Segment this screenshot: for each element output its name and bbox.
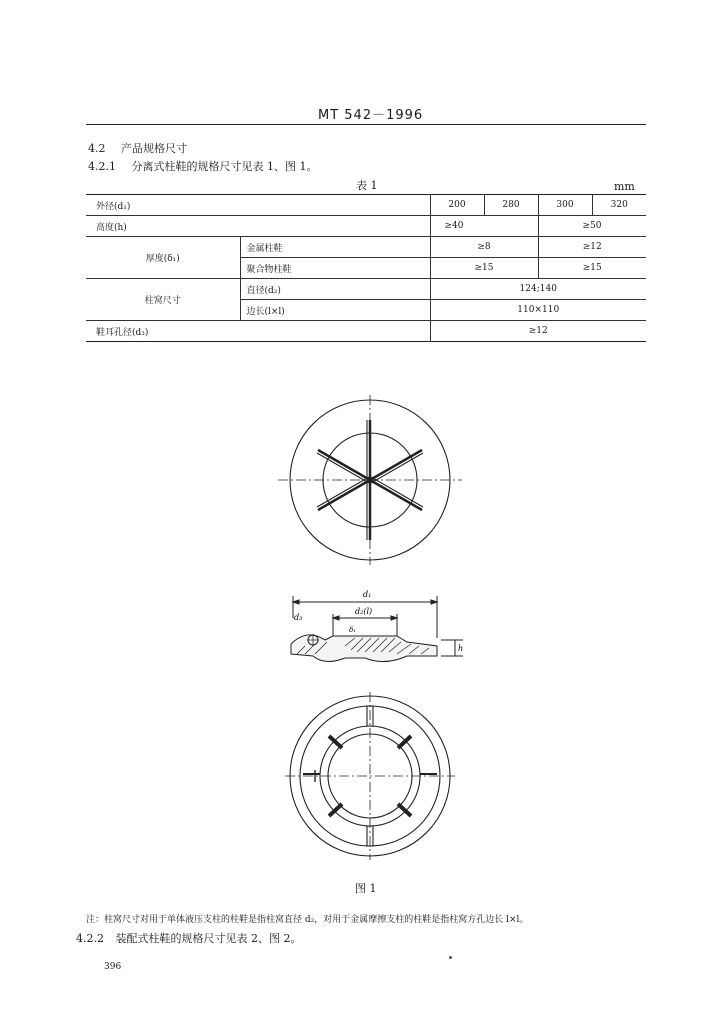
header-rule — [86, 124, 646, 125]
table-cell: 110×110 — [430, 300, 646, 321]
page-number: 396 — [104, 962, 122, 972]
table-cell: 300 — [538, 195, 592, 216]
table-caption: 表 1 — [356, 179, 378, 192]
figure-top-view — [270, 395, 470, 565]
section-number: 4.2 — [88, 142, 106, 155]
table-row — [86, 321, 646, 342]
label-delta: δ₁ — [349, 626, 357, 634]
label-d1: d₁ — [363, 590, 372, 599]
socket-label: 柱窝尺寸 — [86, 279, 240, 321]
diameter-label: 直径(d₂) — [240, 279, 430, 300]
label-d2: d₂(l) — [355, 607, 373, 616]
section-text: 装配式柱鞋的规格尺寸见表 2、图 2。 — [115, 932, 302, 945]
section-4-2 — [88, 140, 187, 156]
scan-speck — [449, 956, 452, 959]
table-cell: ≥40 — [430, 216, 538, 237]
outer-diameter-label: 外径(d₁) — [86, 195, 430, 216]
table-row — [86, 279, 646, 300]
table-cell: ≥8 — [430, 237, 538, 258]
table-row — [86, 195, 646, 216]
section-text: 分离式柱鞋的规格尺寸见表 1、图 1。 — [131, 160, 318, 173]
table-row — [86, 216, 646, 237]
figure-section-view — [285, 588, 470, 668]
table-cell: 280 — [484, 195, 538, 216]
section-4-2-2 — [76, 930, 302, 946]
section-4-2-1 — [88, 158, 318, 174]
table-row — [86, 237, 646, 258]
label-h: h — [458, 644, 464, 653]
thickness-label: 厚度(δ₁) — [86, 237, 240, 279]
standard-number: MT 542－1996 — [318, 108, 424, 123]
spec-table — [86, 195, 646, 342]
side-label: 边长(l×l) — [240, 300, 430, 321]
section-number: 4.2.2 — [76, 932, 104, 945]
ear-hole-label: 鞋耳孔径(d₃) — [86, 321, 430, 342]
label-d3: d₃ — [294, 613, 303, 622]
table-cell: ≥15 — [430, 258, 538, 279]
height-label: 高度(h) — [86, 216, 430, 237]
figure-caption: 图 1 — [355, 882, 377, 895]
table-cell: 124;140 — [430, 279, 646, 300]
figure-bottom-view — [275, 690, 475, 860]
table-cell: ≥50 — [538, 216, 646, 237]
table-cell: ≥12 — [430, 321, 646, 342]
table-cell: 200 — [430, 195, 484, 216]
figure-note: 注：柱窝尺寸对用于单体液压支柱的柱鞋是指柱窝直径 d₂，对用于金属摩擦支柱的柱鞋是指柱窝方孔边长 l×l。 — [86, 915, 529, 925]
table-unit: mm — [614, 180, 635, 193]
polymer-label: 聚合物柱鞋 — [240, 258, 430, 279]
metal-label: 金属柱鞋 — [240, 237, 430, 258]
table-cell: ≥15 — [538, 258, 646, 279]
section-number: 4.2.1 — [88, 160, 116, 173]
table-cell: 320 — [592, 195, 646, 216]
section-title: 产品规格尺寸 — [121, 142, 187, 155]
table-cell: ≥12 — [538, 237, 646, 258]
